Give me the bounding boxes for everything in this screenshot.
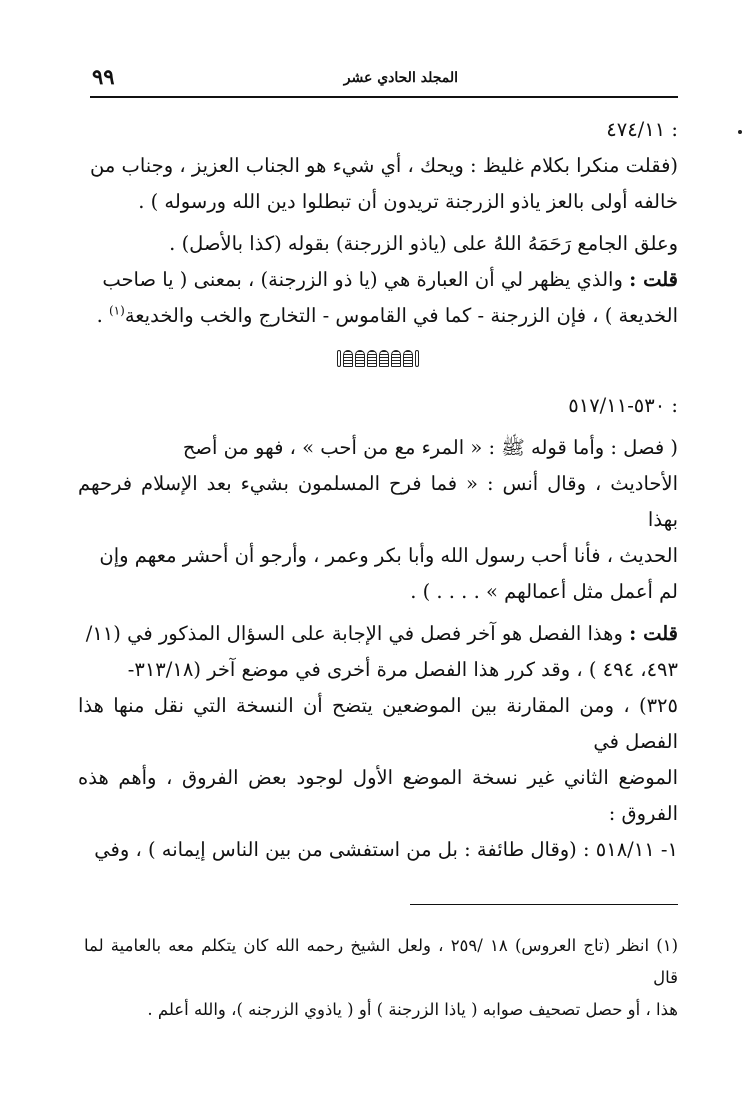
- reference-517-530: : ٥٣٠-٥١٧/١١: [568, 394, 678, 417]
- main-text: [78, 112, 678, 868]
- page-header: [90, 62, 678, 98]
- qultu1-period: .: [96, 304, 109, 327]
- quote2-line2: الأحاديث ، وقال أنس : « فما فرح المسلمون بشيء بعد الإسلام فرحهم بهذا: [78, 472, 678, 531]
- qultu1-line2-text: الخديعة ) ، فإن الزرجنة - كما في القاموس - التخارج والخب والخديعة: [124, 304, 678, 327]
- qultu2-line1-text: وهذا الفصل هو آخر فصل في الإجابة على السؤال المذكور في (١١/: [85, 622, 630, 645]
- running-title: المجلد الحادي عشر: [343, 70, 458, 86]
- ornament-icon: [337, 350, 419, 367]
- page-number: ٩٩: [92, 64, 115, 89]
- qultu1-line1-text: والذي يظهر لي أن العبارة هي (يا ذو الزرجنة) ، بمعنى ( يا صاحب: [102, 268, 630, 291]
- quote2-line3: الحديث ، فأنا أحب رسول الله وأبا بكر وعمر ، وأرجو أن أحشر معهم وإن: [99, 544, 678, 567]
- qultu2-label: قلت :: [629, 622, 678, 645]
- margin-dot: [738, 130, 742, 134]
- qultu2-line2: ٤٩٣، ٤٩٤ ) ، وقد كرر هذا الفصل مرة أخرى في موضع آخر (٣١٣/١٨-: [127, 658, 678, 681]
- jami-comment: وعلق الجامع رَحَمَهُ اللهُ على (ياذو الزرجنة) بقوله (كذا بالأصل) .: [169, 232, 678, 255]
- qultu2-line3: ٣٢٥) ، ومن المقارنة بين الموضعين يتضح أن النسخة التي نقل منها هذا الفصل في: [78, 694, 678, 753]
- footnote-marker: (١): [108, 303, 125, 318]
- qultu1-line2: [78, 298, 678, 334]
- qultu1-line1: [78, 262, 678, 298]
- qultu2-line1: [78, 616, 678, 652]
- qultu2-line5: ١- ٥١٨/١١ : (وقال طائفة : بل من استفشى من بين الناس إيمانه ) ، وفي: [94, 838, 678, 861]
- quote1-line2: خالفه أولى بالعز ياذو الزرجنة تريدون أن تبطلوا دين الله ورسوله ) .: [138, 190, 678, 213]
- footnote-1-line1: (١) انظر (تاج العروس) ١٨ /٢٥٩ ، ولعل الشيخ رحمه الله كان يتكلم معه بالعامية لما قال: [84, 936, 678, 987]
- section-divider: [78, 338, 678, 378]
- footnote-1-line2: هذا ، أو حصل تصحيف صوابه ( ياذا الزرجنة ) أو ( ياذوي الزرجنه )، والله أعلم .: [147, 1000, 678, 1019]
- qultu-label: قلت :: [629, 268, 678, 291]
- quote1-line1: (فقلت منكرا بكلام غليظ : ويحك ، أي شيء هو الجناب العزيز ، وجناب من: [89, 154, 678, 177]
- footnotes: [84, 930, 678, 1026]
- footnote-rule: [410, 904, 678, 905]
- quote2-line1: ( فصل : وأما قوله ﷺ : « المرء مع من أحب » ، فهو من أصح: [182, 436, 678, 459]
- quote2-line4: لم أعمل مثل أعمالهم » . . . . ) .: [410, 580, 678, 603]
- reference-474: : ٤٧٤/١١: [606, 118, 678, 141]
- qultu2-line4: الموضع الثاني غير نسخة الموضع الأول لوجود بعض الفروق ، وأهم هذه الفروق :: [78, 766, 678, 825]
